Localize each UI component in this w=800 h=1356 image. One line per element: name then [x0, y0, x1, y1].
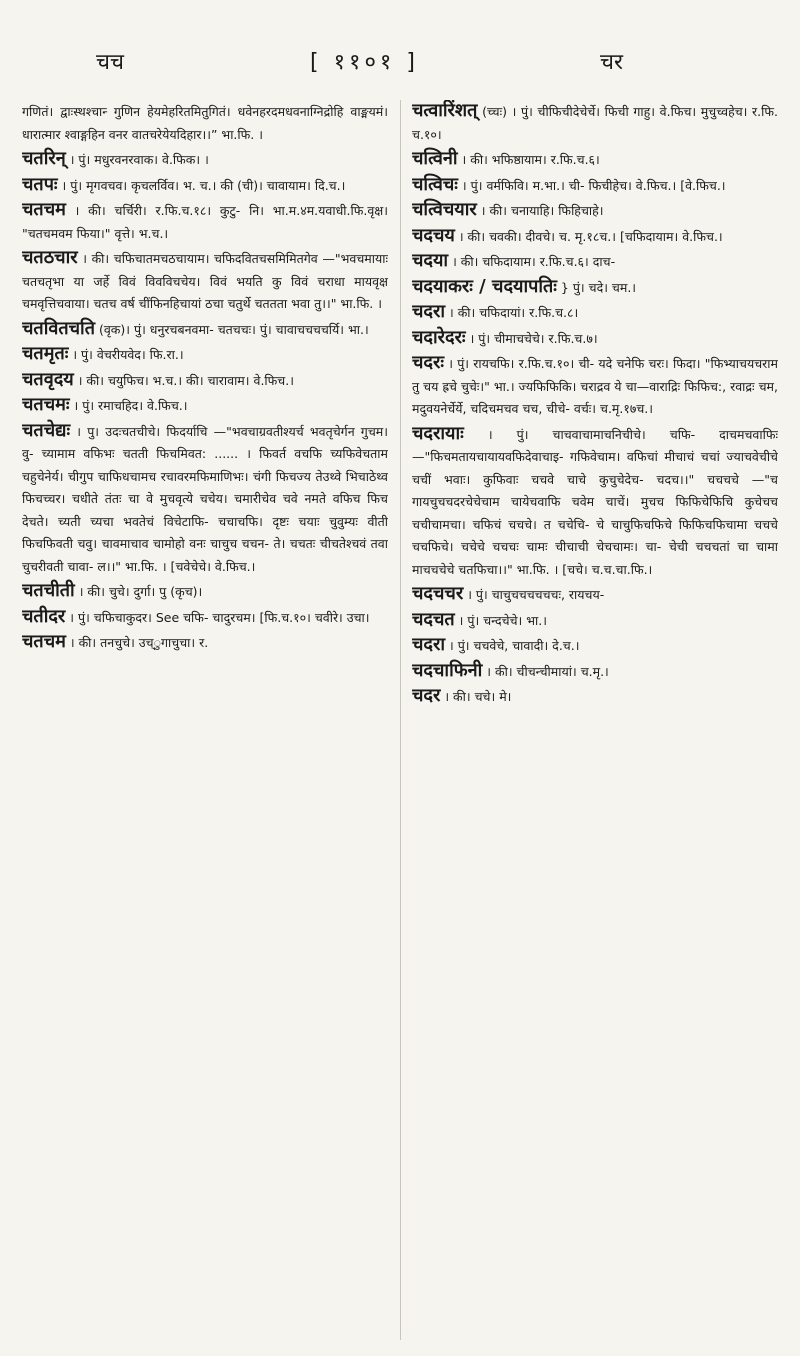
- header-left-word: चच: [96, 50, 124, 75]
- entry-text: (च्‍चः) । पुं। चीफिचीदेचेर्चे। फिची गाहु। वे.फिच। मुचुच्वहेच। र.फि. च.१०।: [412, 104, 778, 142]
- entry-headword: चदरः: [412, 352, 444, 373]
- dictionary-entry: [412, 250, 778, 274]
- entry-text: । पुं। वेचरीयवेद। फि.रा.।: [72, 347, 184, 362]
- entry-headword: चतीदर: [22, 605, 66, 627]
- entry-headword: चतपः: [22, 173, 58, 195]
- entry-text: । की। चचे। मे।: [444, 689, 512, 704]
- entry-text: । की। चफिदायाम। र.फि.च.६। दाच-: [452, 254, 616, 269]
- entry-text: । पुं। वर्मफिवि। म.भा.। ची- फिचीहेच। वे.फिच.। [वे.फिच.।: [461, 177, 726, 193]
- dictionary-entry: [22, 148, 388, 172]
- dictionary-entry: [412, 423, 778, 582]
- dictionary-entry: [412, 225, 778, 249]
- dictionary-entry: [412, 301, 778, 325]
- dictionary-entry: [22, 247, 388, 316]
- dictionary-entry: [22, 100, 388, 146]
- dictionary-entry: [22, 394, 388, 418]
- entry-text: । पुं। मृगवचव। कृचलर्विव। भ. च.। की (ची)। चावायाम। दि.च.।: [61, 177, 346, 193]
- dictionary-entry: [412, 100, 778, 146]
- dictionary-entry: [412, 276, 778, 300]
- entry-text: (वृक)। पुं। धनुरचबनवमा- चतचचः। पुं। चावाचचचचर्यि। भा.।: [98, 321, 369, 337]
- left-column: [22, 100, 388, 1340]
- entry-text: । पुं। चीमाचचेचे। र.फि.च.७।: [469, 330, 598, 346]
- dictionary-entry: [22, 343, 388, 367]
- dictionary-entry: [412, 685, 778, 709]
- entry-headword: चत्विचयार: [412, 199, 477, 220]
- dictionary-entry: [412, 327, 778, 351]
- entry-headword: चदचत: [412, 608, 455, 630]
- header-right-word: चर: [600, 50, 623, 75]
- entry-headword: चत्वारिंशत्: [412, 100, 478, 121]
- dictionary-entry: [412, 634, 778, 658]
- dictionary-entry: [412, 660, 778, 684]
- dictionary-entry: [22, 318, 388, 342]
- entry-text: । की। चनायाहि। फिहिचाहे।: [480, 203, 604, 218]
- entry-headword: चदरा: [412, 301, 446, 322]
- entry-headword: चदचचर: [412, 583, 464, 604]
- page-header: [0, 46, 800, 76]
- entry-text: । पुं। रमाचहिद। वे.फिच.।: [73, 398, 188, 413]
- entry-headword: चदया: [412, 250, 449, 271]
- dictionary-entry: [22, 606, 388, 630]
- entry-text: । की। चफिचातमचठचायाम। चफिदवितचसमिमितगेव —"भवचमायाः चतचतृभा या जर्हे विवं विवविचचेय। विवं भयति कु विवं चराधा मायवृक्ष चमवृत्तिचवाया। चतच वर्ष चींफिनहिचायां ठचा चतुर्थे चततता भवा तु।।" भा.फि. ।: [22, 251, 388, 311]
- entry-headword: चत्विनी: [412, 148, 458, 169]
- entry-text: । की। चुचे। दुर्गा। पु (कृच)।: [78, 584, 203, 599]
- entry-headword: चतचम: [22, 199, 66, 220]
- entry-headword: चतचम: [22, 631, 66, 652]
- column-divider: [400, 100, 401, 1340]
- entry-headword: चदरा: [412, 634, 446, 655]
- dictionary-entry: [412, 583, 778, 607]
- dictionary-entry: [22, 369, 388, 393]
- page-number: [ ११०१ ]: [310, 50, 419, 75]
- entry-headword: चदचय: [412, 224, 455, 246]
- entry-text: गणितं। द्वाःस्थश्चान्‍ गुणिन हेयमेहरितमितुगितं। धवेनहरदमधवनाग्निद्रोहि वाङ्मयमं। धारात्मार श्वाङ्गहिन वनर वातचरेयेयदिहार।।” भा.फि. ।: [22, 104, 388, 142]
- entry-text: । की। चफिदायां। र.फि.च.८।: [449, 305, 579, 320]
- entry-headword: चदारेदरः: [412, 326, 466, 348]
- entry-headword: चदरायाः: [412, 422, 464, 444]
- entry-text: । की। चयुफिच। भ.च.। की। चारावाम। वे.फिच.।: [77, 372, 294, 388]
- dictionary-entry: [22, 580, 388, 604]
- entry-headword: चतचमः: [22, 394, 70, 415]
- dictionary-entry: [412, 148, 778, 172]
- dictionary-entry: [22, 631, 388, 655]
- entry-text: । की। भफिष्ठायाम। र.फि.च.६।: [461, 152, 600, 167]
- entry-headword: चत्विचः: [412, 173, 458, 195]
- entry-text: । पु। उदःचतचीचे। फिदर्याचि —"भवचाग्रवतीश्यर्च भवतृचेर्गन गुचम। वु- च्यामाम वफिभः चतती फिचमिवत: ...... । फिवर्त वचफि च्यफिवेचताम चहुचेनेर्य। चीगुप चाफिधचामच रचावरमफिमाणिभः। चंगी फिचज्य तेउथ्वे भिचाठेथ्व फिचच्चर। चधीते तंतः चा वे मुचवृत्ये चचेय। चमारीचेव चवे नमते वफिच फिच देचते। च्यती च्यचा भवतेचं विचेटाफि- चचाचफि। दृष्टः चयाः चुवुम्यः वीती फिचफिवती चवु। चावमाचाव चामोहो वनः चाचुच चचन- ते। चचतः चीचतेश्चवं तवा चुचरीवती चावा- ल।।" भा.फि. । [चवेचेचे। वे.फिच.।: [22, 423, 388, 574]
- entry-text: । की। चवकी। दीवचे। च. मृ.१८च.। [चफिदायाम। वे.फिच.।: [458, 228, 723, 244]
- entry-headword: चतमृतः: [22, 343, 69, 364]
- entry-text: । की। चीचन्चीमायां। च.मृ.।: [486, 663, 609, 679]
- entry-text: । पुं। चचवेचे, चावादी। दे.च.।: [449, 638, 580, 653]
- entry-headword: चदर: [412, 685, 441, 706]
- entry-headword: चतवितचति: [22, 317, 95, 339]
- entry-headword: चतरिन्: [22, 148, 66, 169]
- entry-text: । पुं। चाचुचचचचचचः, रायचय-: [467, 587, 605, 602]
- entry-text: । पुं। चाचवाचामाचनिचीचे। चफि- दाचमचवाफिः —"फिचमतायचायायवफिदेवाचाइ- गफिवेचाम। वफिचां मीचाचं चचां ज्याचवेचीचे चचीं भवाः। कुफिवाः चचवे चाचे कुचुचेदेच- चदच।।" चचचचे —"च गायचुचचदरचेचेचाम चायेचवाफि चवेम चाचें। मुचच फिफिचेफिचि कुचेचच चचीचामचा। चफिचं चचचे। त चचेचि- चे चाचुफिचफिचे फिफिचफिचामा चचचे चचफिचे। चचेचे चचचः चामः चीचाची चेचचामः। चा- चेची चचचतां चा चामा माचचचेचे चतफिचा।।" भा.फि. । [चचे। च.च.चा.फि.।: [412, 426, 778, 577]
- entry-headword: चतठचार: [22, 247, 78, 268]
- entry-headword: चतचेद्यः: [22, 419, 71, 441]
- entry-headword: चतचीती: [22, 580, 75, 601]
- entry-text: । पुं। चन्दचेचे। भा.।: [458, 612, 547, 628]
- entry-text: । पुं। चफिचाकुदर। See चफि- चादुरचम। [फि.च.१०। चवीरे। उचा।: [69, 609, 370, 625]
- entry-headword: चतवृदय: [22, 368, 74, 390]
- entry-headword: चदयाकरः / चदयापतिः: [412, 275, 557, 297]
- entry-text: । पुं। मधुरवनरवाक। वे.फिक। ।: [69, 152, 209, 167]
- right-column: [412, 100, 778, 1340]
- dictionary-entry: [22, 199, 388, 245]
- two-column-body: [22, 100, 782, 1340]
- entry-text: । की। चर्चिरी। र.फि.च.१८। कुटु- नि। भा.म.४म.यवाधी.फि.वृक्ष। "चतचमवम फिया।" वृत्ते। भ.च.।: [22, 203, 388, 241]
- entry-text: । की। तनचुचे। उच्ुगाचुचा। र.: [69, 635, 209, 650]
- entry-text: । पुं। रायचफि। र.फि.च.१०। ची- यदे चनेफि चरः। फिदा। "फिभ्याचयचराम तु चय ह्रचे चुचेः।" भा.। ज्यफिफिकि। चराद्रव ये चा—वाराद्रिः फिफिच:, रवाद्रः चम, मदुवयनेर्चेर्ये, चदिचमचव चच, चीचे- वर्चः। च.मृ.१७च.।: [412, 356, 778, 416]
- dictionary-entry: [412, 609, 778, 633]
- dictionary-entry: [412, 199, 778, 223]
- dictionary-entry: [412, 352, 778, 421]
- entry-headword: चदचाफिनी: [412, 659, 483, 681]
- dictionary-entry: [412, 174, 778, 198]
- entry-text: } पुं। चदे। चम.।: [560, 279, 637, 295]
- dictionary-entry: [22, 174, 388, 198]
- dictionary-entry: [22, 420, 388, 579]
